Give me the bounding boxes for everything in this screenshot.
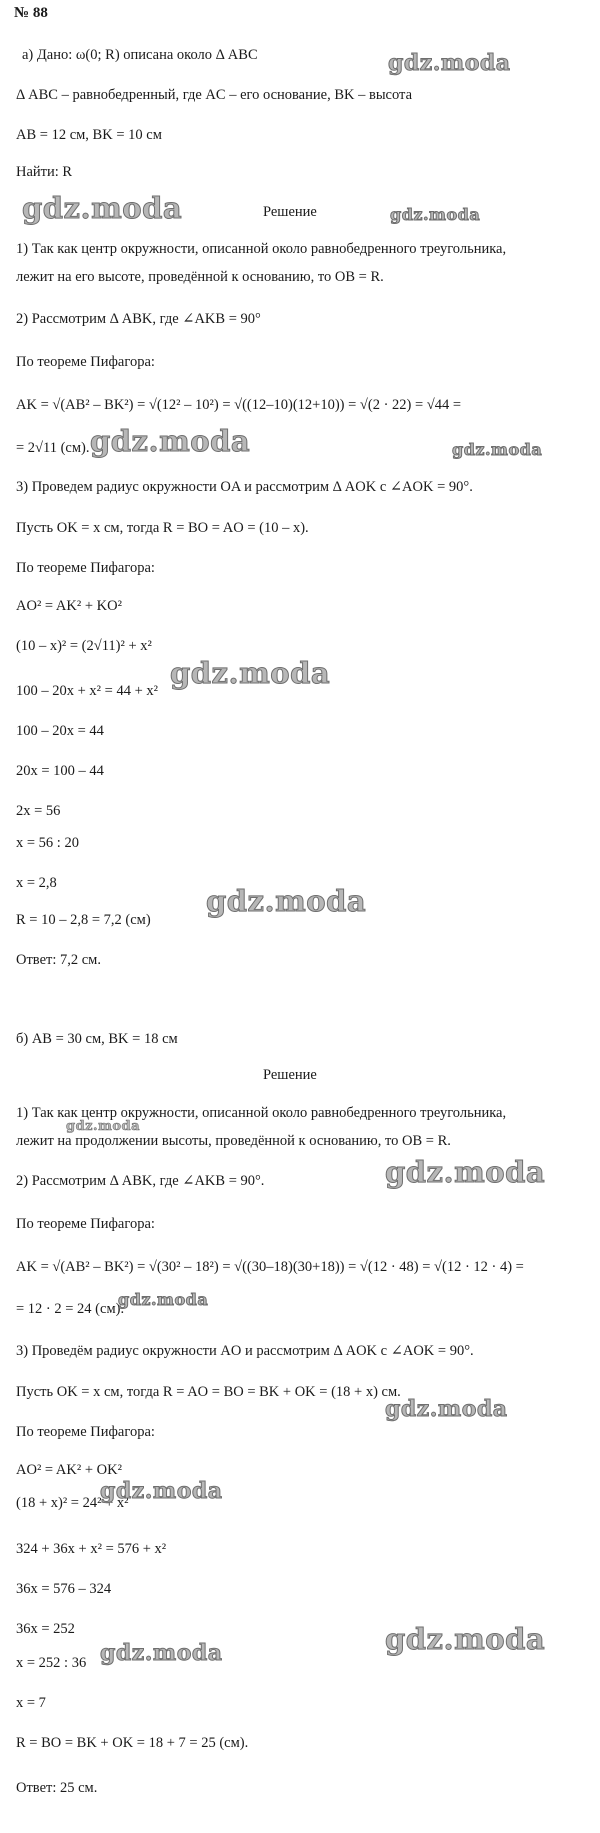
watermark: gdz.moda — [385, 1622, 546, 1656]
watermark: gdz.moda — [388, 50, 511, 76]
watermark: gdz.moda — [452, 440, 543, 459]
watermark: gdz.moda — [170, 656, 331, 690]
equation-a-1: AO² = AK² + KO² — [16, 598, 122, 614]
find-line: Найти: R — [16, 164, 73, 180]
watermark: gdz.moda — [385, 1155, 546, 1189]
watermark: gdz.moda — [66, 1119, 141, 1134]
equation-ak-a-result: = 2√11 (см). — [16, 440, 90, 456]
watermark: gdz.moda — [90, 424, 251, 458]
step1-b-line1: 1) Так как центр окружности, описанной около равнобедренного треугольника, — [16, 1105, 507, 1121]
step2-b: 2) Рассмотрим Δ ABK, где ∠AKB = 90°. — [16, 1173, 265, 1189]
given-b: б) AB = 30 см, BK = 18 см — [16, 1031, 178, 1047]
equation-ak-b: AK = √(AB² – BK²) = √(30² – 18²) = √((30–18)(30+18)) = √(12 · 48) = √(12 · 12 · 4) = — [16, 1259, 524, 1275]
watermark: gdz.moda — [22, 191, 183, 225]
step2-a: 2) Рассмотрим Δ ABK, где ∠AKB = 90° — [16, 311, 261, 327]
equation-ak-b-result: = 12 · 2 = 24 (см). — [16, 1301, 125, 1317]
given-line-3: AB = 12 см, BK = 10 см — [16, 127, 162, 143]
equation-b-1: AO² = AK² + OK² — [16, 1462, 122, 1478]
step1-a-line1: 1) Так как центр окружности, описанной около равнобедренного треугольника, — [16, 241, 507, 257]
equation-a-6: 2x = 56 — [16, 803, 61, 819]
solution-heading-b: Решение — [263, 1067, 317, 1083]
given-line-2: Δ ABC – равнобедренный, где AC – его основание, BK – высота — [16, 87, 413, 103]
watermark: gdz.moda — [385, 1396, 508, 1422]
equation-a-2: (10 – x)² = (2√11)² + x² — [16, 638, 152, 654]
equation-a-8: x = 2,8 — [16, 875, 57, 891]
equation-b-8: R = BO = BK + OK = 18 + 7 = 25 (см). — [16, 1735, 249, 1751]
let-line-b: Пусть OK = x см, тогда R = AO = BO = BK + OK = (18 + x) см. — [16, 1384, 401, 1400]
watermark: gdz.moda — [206, 884, 367, 918]
problem-number: № 88 — [14, 5, 48, 21]
given-line-1: а) Дано: ω(0; R) описана около Δ ABC — [22, 47, 258, 63]
answer-a: Ответ: 7,2 см. — [16, 952, 101, 968]
equation-a-5: 20x = 100 – 44 — [16, 763, 104, 779]
equation-b-5: 36x = 252 — [16, 1621, 75, 1637]
pythagoras-a-1: По теореме Пифагора: — [16, 354, 155, 370]
watermark: gdz.moda — [118, 1290, 209, 1309]
step1-a-line2: лежит на его высоте, проведённой к основанию, то OB = R. — [16, 269, 384, 285]
equation-b-7: x = 7 — [16, 1695, 46, 1711]
let-line-a: Пусть OK = x см, тогда R = BO = AO = (10 – x). — [16, 520, 309, 536]
solution-heading-a: Решение — [263, 204, 317, 220]
equation-b-3: 324 + 36x + x² = 576 + x² — [16, 1541, 167, 1557]
equation-a-3: 100 – 20x + x² = 44 + x² — [16, 683, 158, 699]
answer-b: Ответ: 25 см. — [16, 1780, 98, 1796]
equation-a-9: R = 10 – 2,8 = 7,2 (см) — [16, 912, 151, 928]
watermark: gdz.moda — [390, 205, 481, 224]
step3-b: 3) Проведём радиус окружности AO и рассмотрим Δ AOK с ∠AOK = 90°. — [16, 1343, 474, 1359]
pythagoras-a-2: По теореме Пифагора: — [16, 560, 155, 576]
pythagoras-b-2: По теореме Пифагора: — [16, 1424, 155, 1440]
equation-a-4: 100 – 20x = 44 — [16, 723, 104, 739]
step3-a: 3) Проведем радиус окружности OA и рассмотрим Δ AOK с ∠AOK = 90°. — [16, 479, 473, 495]
equation-b-6: x = 252 : 36 — [16, 1655, 87, 1671]
watermark: gdz.moda — [100, 1640, 223, 1666]
equation-b-4: 36x = 576 – 324 — [16, 1581, 112, 1597]
equation-ak-a: AK = √(AB² – BK²) = √(12² – 10²) = √((12–10)(12+10)) = √(2 · 22) = √44 = — [16, 397, 462, 413]
pythagoras-b-1: По теореме Пифагора: — [16, 1216, 155, 1232]
watermark: gdz.moda — [100, 1478, 223, 1504]
equation-a-7: x = 56 : 20 — [16, 835, 79, 851]
step1-b-line2: лежит на продолжении высоты, проведённой к основанию, то OB = R. — [16, 1133, 451, 1149]
equation-b-2: (18 + x)² = 24² + x² — [16, 1495, 129, 1511]
